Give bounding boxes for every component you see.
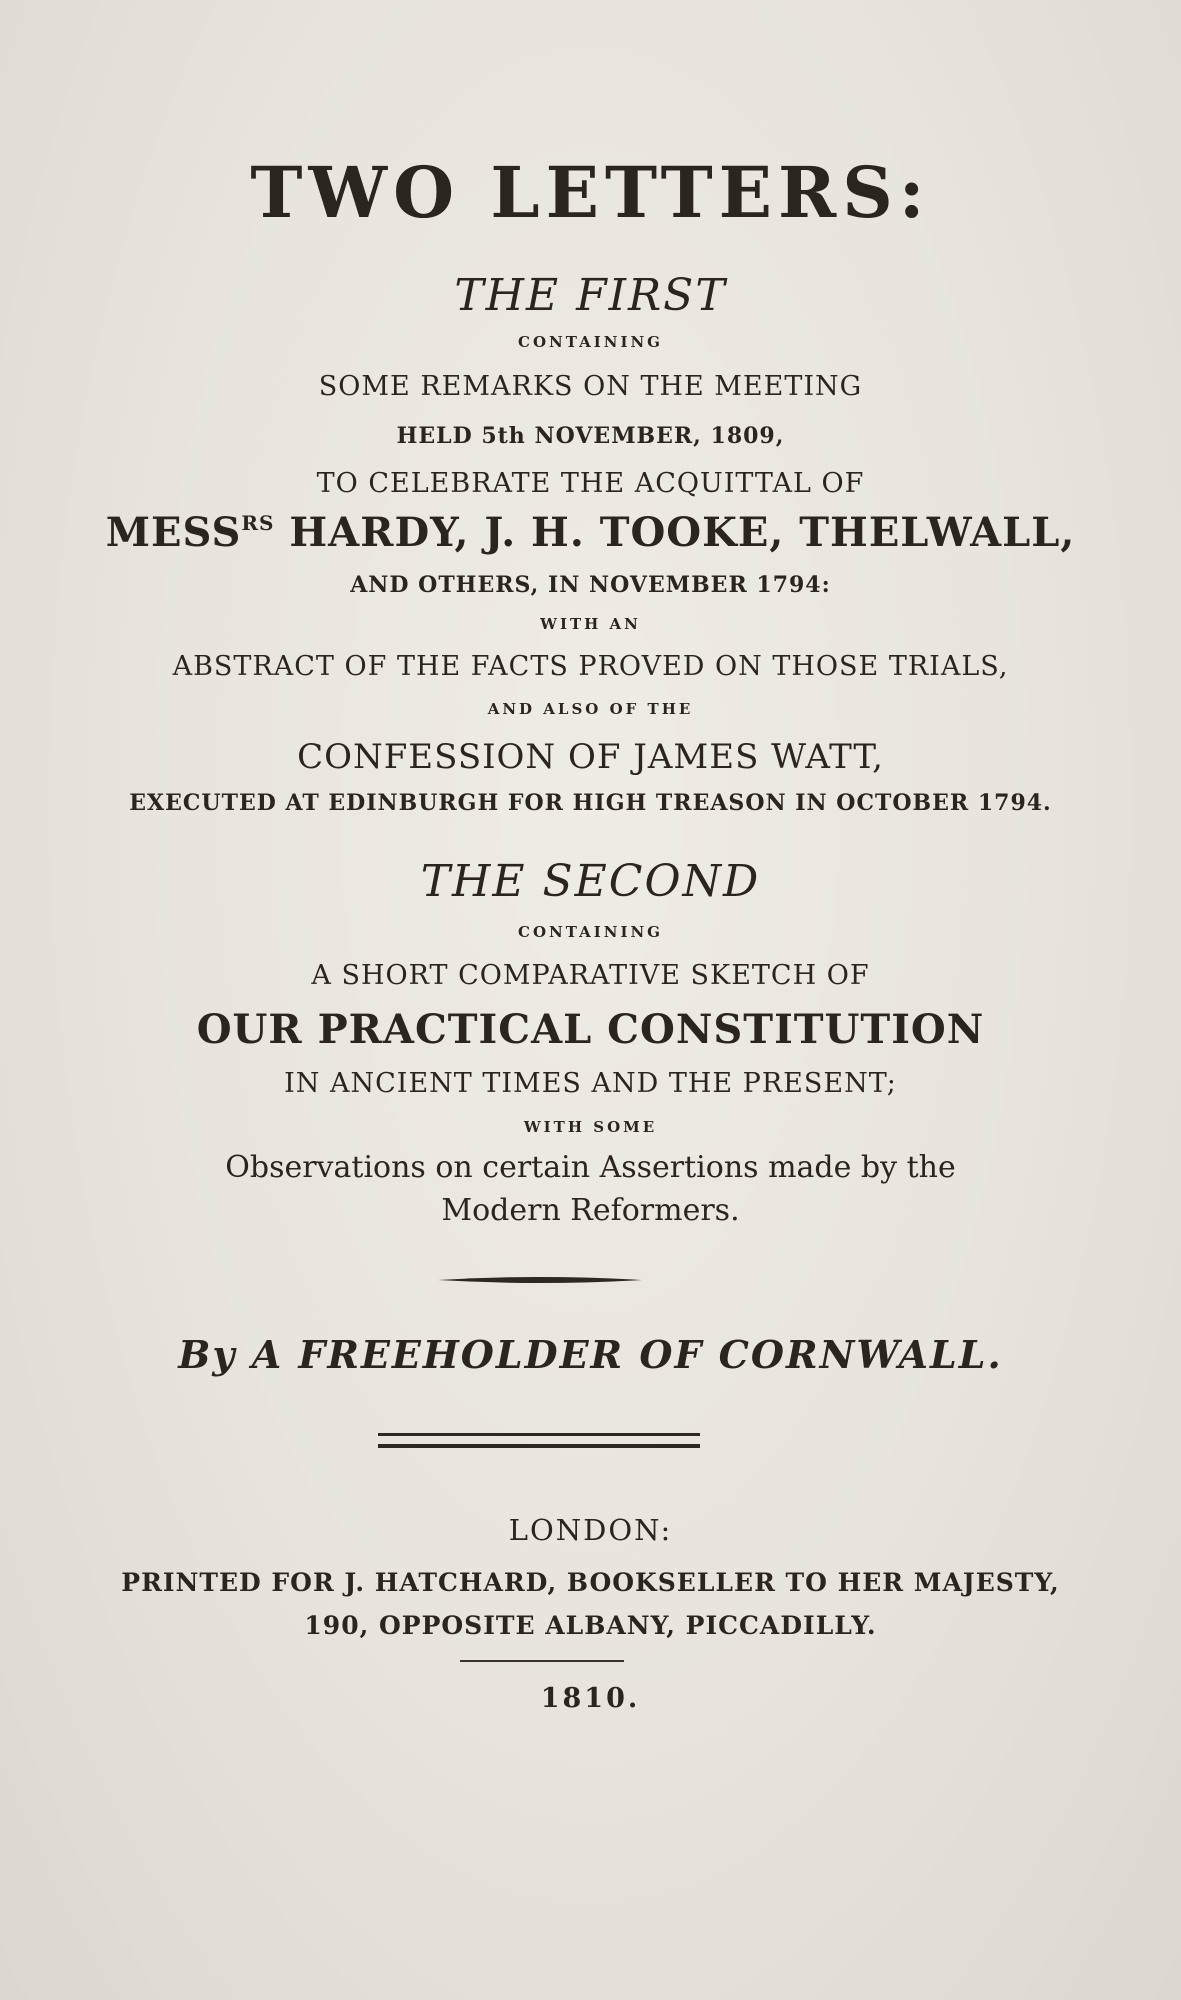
names-list: HARDY, J. H. TOOKE, THELWALL, — [289, 509, 1076, 556]
second-line-observations: Observations on certain Assertions made by the — [225, 1150, 956, 1185]
second-containing-label: CONTAINING — [518, 923, 663, 941]
first-line-executed: EXECUTED AT EDINBURGH FOR HIGH TREASON IN OCTOBER 1794. — [129, 790, 1052, 816]
first-line-remarks: SOME REMARKS ON THE MEETING — [318, 371, 863, 402]
imprint-printer-line1: PRINTED FOR J. HATCHARD, BOOKSELLER TO HER MAJESTY, — [121, 1568, 1060, 1597]
double-rule-bottom — [378, 1444, 700, 1448]
second-line-constitution: OUR PRACTICAL CONSTITUTION — [196, 1006, 985, 1053]
first-line-held: HELD 5th NOVEMBER, 1809, — [396, 423, 785, 449]
first-with-an-label: WITH AN — [540, 615, 641, 633]
imprint-printer-line2: 190, OPPOSITE ALBANY, PICCADILLY. — [304, 1611, 877, 1640]
swelled-rule-divider — [438, 1275, 642, 1285]
double-rule-top — [378, 1433, 700, 1436]
second-line-ancient: IN ANCIENT TIMES AND THE PRESENT; — [284, 1068, 897, 1099]
first-containing-label: CONTAINING — [518, 333, 663, 351]
imprint-city: LONDON: — [508, 1513, 673, 1547]
names-prefix: MESS — [105, 509, 242, 556]
second-with-some-label: WITH SOME — [523, 1118, 658, 1136]
names-superscript: RS — [241, 511, 275, 535]
second-line-reformers: Modern Reformers. — [441, 1193, 740, 1228]
short-rule — [460, 1660, 624, 1662]
first-line-celebrate: TO CELEBRATE THE ACQUITTAL OF — [316, 468, 865, 499]
book-title: TWO LETTERS: — [250, 151, 931, 234]
first-line-abstract: ABSTRACT OF THE FACTS PROVED ON THOSE TRIALS, — [172, 651, 1009, 682]
first-line-confession: CONFESSION OF JAMES WATT, — [297, 737, 884, 777]
first-and-also-label: AND ALSO OF THE — [487, 700, 694, 718]
second-line-sketch: A SHORT COMPARATIVE SKETCH OF — [311, 960, 870, 991]
author-line: By A FREEHOLDER OF CORNWALL. — [178, 1332, 1003, 1377]
first-line-names — [0, 509, 1181, 556]
second-letter-heading: THE SECOND — [420, 856, 761, 907]
imprint-year: 1810. — [540, 1683, 641, 1714]
first-line-others: AND OTHERS, IN NOVEMBER 1794: — [350, 572, 831, 598]
first-letter-heading: THE FIRST — [454, 270, 727, 321]
